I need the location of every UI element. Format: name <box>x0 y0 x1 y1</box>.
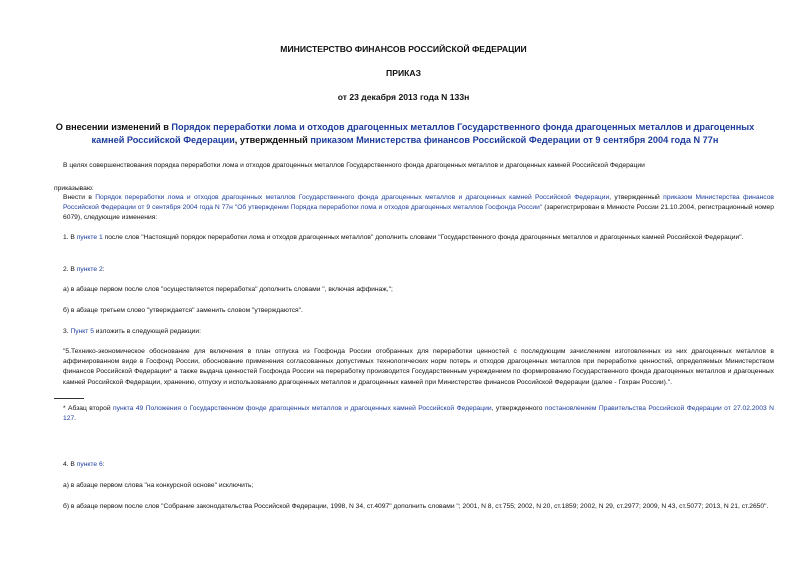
title-link-procedure[interactable]: Порядок переработки лома и отходов драгоценных металлов Государственного фонда драгоценных металлов и драгоценных камней Российской Федерации <box>91 122 755 145</box>
preamble-paragraph: В целях совершенствования порядка переработки лома и отходов драгоценных металлов Государственного фонда драгоценных металлов и драгоценных камней Российской Федерации <box>63 162 645 169</box>
footnote-text-2: , утвержденного <box>491 405 545 412</box>
item-2-text: 2. В <box>63 266 77 273</box>
item-3 <box>63 327 774 337</box>
item-2b: б) в абзаце третьем слово "утверждается" заменить словом "утверждаются". <box>63 307 303 314</box>
item-1-text: 1. В <box>63 234 77 241</box>
footnote-text: * Абзац второй <box>63 405 114 412</box>
item-4a: а) в абзаце первом слова "на конкурсной основе" исключить; <box>63 482 254 489</box>
document-title <box>40 121 770 147</box>
item-4b: б) в абзаце первом после слов "Собрание законодательства Российской Федерации, 1998, N 34, ст.4097" дополнить словами "; 2001, N 8, ст.755; 2002, N 20, ст.1859; 2002, N 29, ст.2977; 2009, N 43, ст.5077; 2013, N 21, ст.2650". <box>63 503 769 510</box>
intro-text: Внести в <box>63 194 96 201</box>
footnote-text-3: . <box>74 415 77 423</box>
item-2a: а) в абзаце первом после слов "осуществляется переработка" дополнить словами ", включая аффинаж,"; <box>63 286 393 293</box>
item-3-text: изложить в следующей редакции: <box>93 328 201 335</box>
item-4-text: 4. В <box>63 461 77 468</box>
item-3-link[interactable]: Пункт 5 <box>70 328 94 335</box>
item-3-prefix: 3. <box>63 328 71 335</box>
footnote-divider <box>54 398 84 399</box>
item-4-text-2: : <box>102 461 105 468</box>
footnote-link-regulation[interactable]: пункта 49 Положения о Государственном фонде драгоценных металлов и драгоценных камней Российской Федерации <box>113 405 492 412</box>
intro-paragraph <box>63 193 774 224</box>
footnote-link-decree[interactable]: постановлением Правительства Российской Федерации от 27.02.2003 N 127 <box>63 405 775 423</box>
date-number-heading: от 23 декабря 2013 года N 133н <box>337 92 470 102</box>
item-4-link[interactable]: пункте 6 <box>76 461 103 468</box>
intro-text-3: (зарегистрирован в Минюсте России 21.10.2004, регистрационный номер 6079), следующие изменения: <box>63 204 774 222</box>
item-1 <box>63 233 774 243</box>
item-2-text-2: : <box>102 266 105 273</box>
title-text-2: , утвержденный <box>234 135 311 145</box>
doc-type-heading: ПРИКАЗ <box>386 68 421 78</box>
item-2 <box>63 265 774 275</box>
ministry-heading: МИНИСТЕРСТВО ФИНАНСОВ РОССИЙСКОЙ ФЕДЕРАЦИИ <box>280 44 527 54</box>
item-1-link[interactable]: пункте 1 <box>76 234 103 241</box>
quoted-paragraph: "5.Технико-экономическое обоснование для включения в план отпуска из Госфонда России отобранных для переработки ценностей с последующим зачислением изготовленных из них драгоценных металлов в аффинированном виде в Госфонд России, обоснование применения согласованных допустимых технологических норм потерь и отходов драгоценных металлов при переработке ценностей, определяемых Министерством финансов Российской Федерации* а также выдача ценностей Госфонда России на переработку производится Государственным учреждением по формированию Государственного фонда драгоценных металлов и драгоценных камней Российской Федерации, хранению, отпуску и использованию драгоценных металлов и драгоценных камней при Министерстве финансов Российской Федерации (далее - Гохран России).". <box>63 348 774 386</box>
title-link-order[interactable]: приказом Министерства финансов Российской Федерации от 9 сентября 2004 года N 77н <box>310 135 719 145</box>
order-word: приказываю: <box>54 185 94 192</box>
title-text: О внесении изменений в <box>55 122 172 132</box>
intro-link-procedure[interactable]: Порядок переработки лома и отходов драгоценных металлов Государственного фонда драгоценных металлов и драгоценных камней Российской Федерации <box>95 194 610 201</box>
footnote <box>63 404 774 424</box>
intro-link-order[interactable]: приказом Министерства финансов Российской Федерации от 9 сентября 2004 года N 77н "Об утверждении Порядка переработки лома и отходов драгоценных металлов Госфонда России" <box>63 194 774 212</box>
intro-text-2: , утвержденный <box>609 194 664 201</box>
item-4 <box>63 460 774 470</box>
item-1-text-2: после слов "Настоящий порядок переработки лома и отходов драгоценных металлов" дополнить словами "Государственного фонда драгоценных металлов и драгоценных камней Российской Федерации". <box>102 234 744 241</box>
item-2-link[interactable]: пункте 2 <box>76 266 103 273</box>
